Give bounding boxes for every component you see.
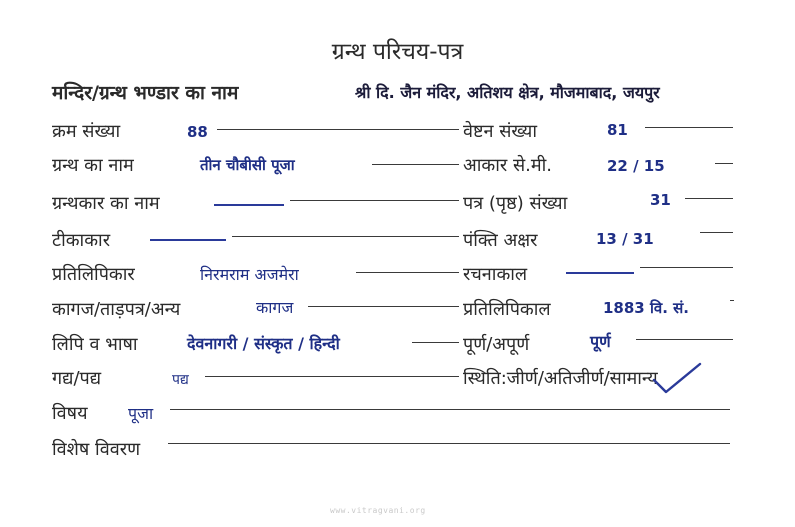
subject-label: विषय <box>52 403 88 424</box>
script-language-label: लिपि व भाषा <box>52 334 138 355</box>
wrapper-number-value: 81 <box>607 121 628 139</box>
script-language-line <box>412 342 459 343</box>
prose-verse-value: पद्य <box>172 372 189 388</box>
line-letters-line <box>700 232 733 233</box>
prose-verse-label: गद्य/पद्य <box>52 368 102 389</box>
condition-label: स्थिति:जीर्ण/अतिजीर्ण/सामान्य <box>463 368 658 389</box>
serial-number-line <box>217 129 459 130</box>
pages-line <box>685 198 733 199</box>
pages-value: 31 <box>650 191 671 209</box>
pages-label: पत्र (पृष्ठ) संख्या <box>463 193 568 214</box>
details-label: विशेष विवरण <box>52 439 141 460</box>
material-value: कागज <box>256 298 294 317</box>
complete-incomplete-value: पूर्ण <box>590 332 611 351</box>
library-value: श्री दि. जैन मंदिर, अतिशय क्षेत्र, मौजमाबाद, जयपुर <box>355 83 660 102</box>
author-line <box>290 200 459 201</box>
complete-incomplete-line <box>636 339 733 340</box>
watermark: www.vitragvani.org <box>330 506 426 515</box>
material-line <box>308 306 459 307</box>
copyist-label: प्रतिलिपिकार <box>52 264 135 285</box>
book-name-value: तीन चौबीसी पूजा <box>200 156 295 174</box>
card-title: ग्रन्थ परिचय-पत्र <box>331 39 464 65</box>
book-name-line <box>372 164 459 165</box>
commentator-label: टीकाकार <box>52 230 111 251</box>
line-letters-label: पंक्ति अक्षर <box>463 230 538 251</box>
copyist-line <box>356 272 459 273</box>
copy-period-label: प्रतिलिपिकाल <box>463 299 551 320</box>
copy-period-line <box>730 300 734 301</box>
author-blank-mark <box>214 204 284 206</box>
wrapper-number-line <box>645 127 733 128</box>
material-label: कागज/ताड़पत्र/अन्य <box>52 299 181 320</box>
commentator-line <box>232 236 459 237</box>
size-label: आकार से.मी. <box>463 155 553 176</box>
condition-tick-mark <box>652 362 704 396</box>
library-label: मन्दिर/ग्रन्थ भण्डार का नाम <box>52 82 239 104</box>
subject-line <box>170 409 730 410</box>
composition-period-blank-mark <box>566 272 634 274</box>
size-line <box>715 163 733 164</box>
line-letters-value: 13 / 31 <box>596 230 654 248</box>
details-line <box>168 443 730 444</box>
serial-number-value: 88 <box>187 123 208 141</box>
composition-period-line <box>640 267 733 268</box>
complete-incomplete-label: पूर्ण/अपूर्ण <box>463 334 530 355</box>
prose-verse-line <box>205 376 459 377</box>
book-name-label: ग्रन्थ का नाम <box>52 155 134 176</box>
copyist-value: निरमराम अजमेरा <box>200 265 299 284</box>
script-language-value: देवनागरी / संस्कृत / हिन्दी <box>187 334 340 353</box>
wrapper-number-label: वेष्टन संख्या <box>463 121 538 142</box>
subject-value: पूजा <box>128 404 154 423</box>
size-value: 22 / 15 <box>607 157 665 175</box>
copy-period-value: 1883 वि. सं. <box>603 299 689 317</box>
commentator-blank-mark <box>150 239 226 241</box>
author-label: ग्रन्थकार का नाम <box>52 193 160 214</box>
serial-number-label: क्रम संख्या <box>52 121 121 142</box>
composition-period-label: रचनाकाल <box>463 264 528 285</box>
